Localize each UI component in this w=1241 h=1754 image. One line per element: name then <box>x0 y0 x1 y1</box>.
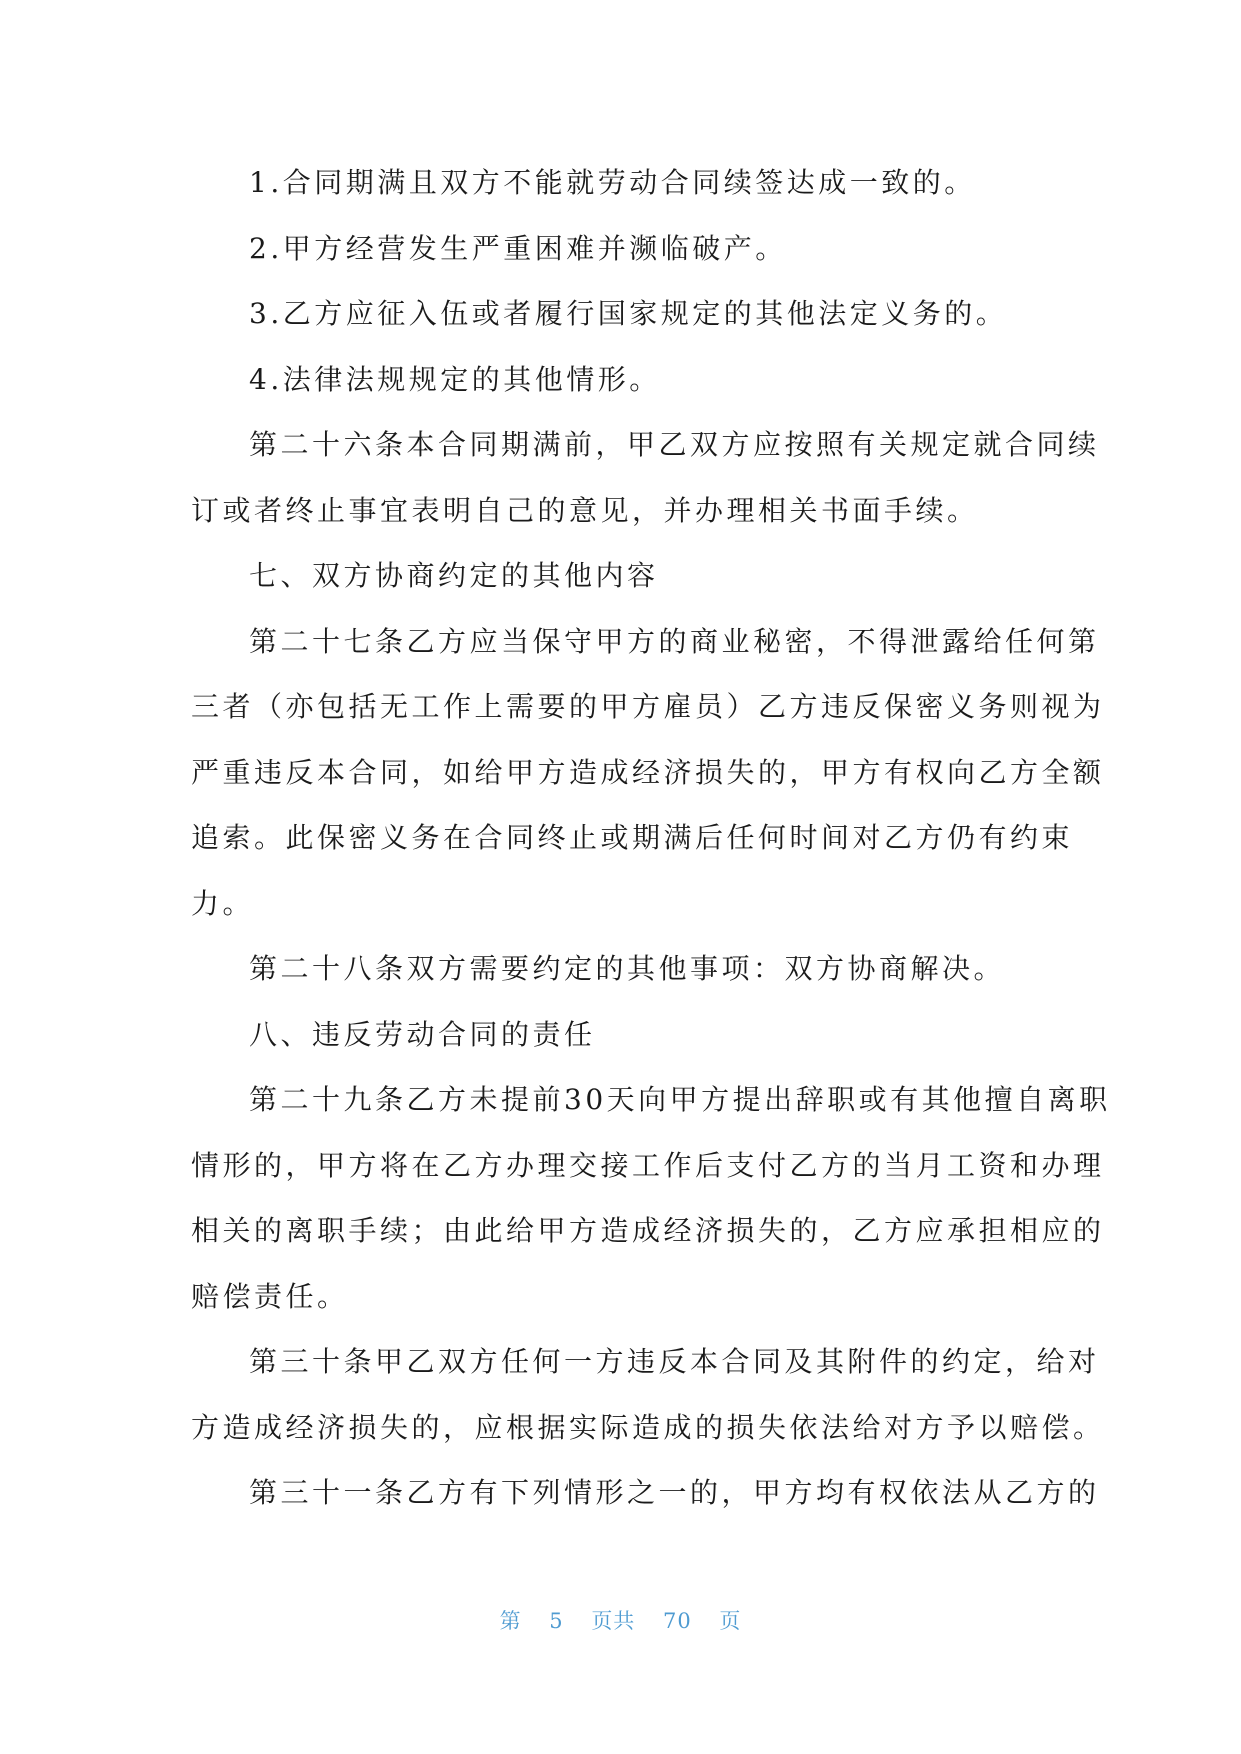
text-line: 第二十九条乙方未提前30天向甲方提出辞职或有其他擅自离职 <box>249 1083 1111 1116</box>
text-line: 情形的，甲方将在乙方办理交接工作后支付乙方的当月工资和办理 <box>191 1148 1105 1182</box>
text-line: 4.法律法规规定的其他情形。 <box>249 362 661 396</box>
text-line: 第二十六条本合同期满前，甲乙双方应按照有关规定就合同续 <box>249 428 1100 461</box>
text-line: 三者（亦包括无工作上需要的甲方雇员）乙方违反保密义务则视为 <box>191 690 1105 723</box>
footer-page-number: 5 <box>549 1609 564 1633</box>
text-line: 第三十一条乙方有下列情形之一的，甲方均有权依法从乙方的 <box>249 1476 1100 1509</box>
text-line: 七、双方协商约定的其他内容 <box>249 559 659 592</box>
text-line: 第二十七条乙方应当保守甲方的商业秘密，不得泄露给任何第 <box>249 624 1100 658</box>
footer-middle: 页共 <box>591 1609 636 1633</box>
text-line: 严重违反本合同，如给甲方造成经济损失的，甲方有权向乙方全额 <box>191 755 1105 789</box>
footer-suffix: 页 <box>719 1609 742 1633</box>
text-line: 第三十条甲乙双方任何一方违反本合同及其附件的约定，给对 <box>249 1345 1100 1378</box>
text-line: 订或者终止事宜表明自己的意见，并办理相关书面手续。 <box>191 493 979 527</box>
text-line: 力。 <box>191 886 255 920</box>
text-line: 赔偿责任。 <box>191 1279 349 1313</box>
text-line: 第二十八条双方需要约定的其他事项：双方协商解决。 <box>249 952 1006 985</box>
text-line: 相关的离职手续；由此给甲方造成经济损失的，乙方应承担相应的 <box>191 1214 1105 1247</box>
text-line: 3.乙方应征入伍或者履行国家规定的其他法定义务的。 <box>249 297 1008 330</box>
text-line: 方造成经济损失的，应根据实际造成的损失依法给对方予以赔偿。 <box>191 1410 1105 1444</box>
document-body <box>191 150 1111 1526</box>
text-line: 追索。此保密义务在合同终止或期满后任何时间对乙方仍有约束 <box>191 821 1074 854</box>
page-footer <box>0 1605 1241 1635</box>
text-line: 2.甲方经营发生严重困难并濒临破产。 <box>249 231 787 265</box>
text-line: 1.合同期满且双方不能就劳动合同续签达成一致的。 <box>249 166 976 199</box>
text-line: 八、违反劳动合同的责任 <box>249 1017 596 1051</box>
footer-total-pages: 70 <box>663 1609 692 1633</box>
footer-prefix: 第 <box>499 1609 522 1633</box>
